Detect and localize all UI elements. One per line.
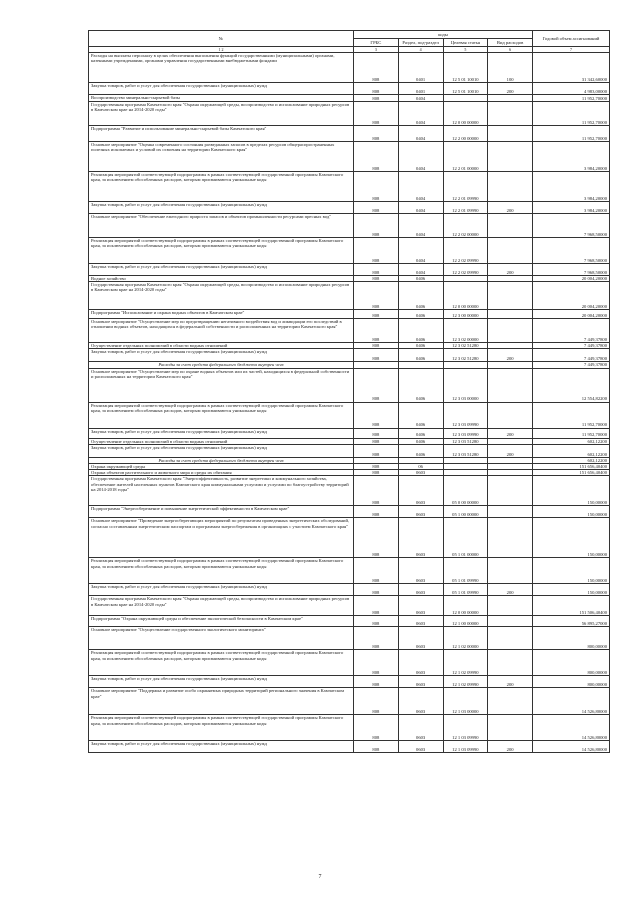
row-target-cell: 12 2 02 00000 (443, 214, 488, 238)
table-row (89, 102, 610, 126)
row-grbs-cell: 808 (354, 202, 399, 214)
row-name-cell: Осуществление отдельных полномочий в области водных отношений (89, 343, 354, 349)
row-grbs-cell: 808 (354, 676, 399, 688)
row-sum-cell: 7 449,37800 (533, 343, 610, 349)
index-cell: 3 (354, 47, 399, 53)
row-sum-cell: 11 952,70000 (533, 102, 610, 126)
table-row (89, 402, 610, 428)
row-section-cell: 0406 (398, 428, 443, 438)
table-row (89, 476, 610, 506)
row-sum-cell: 150,00000 (533, 476, 610, 506)
row-target-cell: 05 1 01 09990 (443, 558, 488, 584)
row-section-cell: 0603 (398, 506, 443, 518)
row-grbs-cell: 808 (354, 319, 399, 343)
header-expense-type: Вид расходов (488, 39, 533, 47)
row-target-cell: 12 3 03 51280 (443, 438, 488, 444)
row-grbs-cell: 808 (354, 444, 399, 457)
row-section-cell: 0406 (398, 368, 443, 402)
row-sum-cell: 3 984,20000 (533, 172, 610, 202)
row-expense-type-cell (488, 650, 533, 676)
row-section-cell: 0603 (398, 558, 443, 584)
row-name-cell: Расходы за счет средств федерального бюджета внутрен чегв (89, 362, 354, 368)
table-row (89, 676, 610, 688)
row-expense-type-cell: 200 (488, 202, 533, 214)
index-cell: 1 2 (89, 47, 354, 53)
row-sum-cell: 7 968,50000 (533, 214, 610, 238)
row-grbs-cell: 808 (354, 126, 399, 142)
row-sum-cell: 14 526,80000 (533, 688, 610, 715)
row-sum-cell: 11 952,70000 (533, 95, 610, 102)
row-expense-type-cell (488, 368, 533, 402)
row-sum-cell: 20 004,20000 (533, 282, 610, 310)
row-sum-cell: 151 506,40400 (533, 596, 610, 616)
row-name-cell: Закупка товаров, работ и услуг для обеспечения государственных (муниципальных) нужд (89, 741, 354, 753)
row-section-cell: 0404 (398, 214, 443, 238)
row-name-cell: Государственная программа Камчатского края "Охрана окружающей среды, воспроизводство и использование природных ресурсов в Камчатском крае на 2014-2020 годы" (89, 102, 354, 126)
row-section-cell: 0406 (398, 319, 443, 343)
row-sum-cell: 7 968,50000 (533, 238, 610, 264)
table-row (89, 627, 610, 650)
row-target-cell: 12 5 01 10010 (443, 53, 488, 83)
row-grbs-cell: 808 (354, 470, 399, 476)
table-row (89, 349, 610, 362)
table-row (89, 142, 610, 172)
index-cell: 4 (398, 47, 443, 53)
row-expense-type-cell (488, 172, 533, 202)
header-codes: коды (354, 31, 533, 39)
row-target-cell: 12 3 02 51280 (443, 343, 488, 349)
row-target-cell: 12 1 02 09990 (443, 650, 488, 676)
row-expense-type-cell (488, 715, 533, 741)
row-expense-type-cell (488, 616, 533, 627)
row-target-cell: 12 2 01 00000 (443, 142, 488, 172)
row-name-cell: Основное мероприятие "Оценка современного состояния разведанных запасов в пределах ресурсов общераспространенных полезных ископаемых и условий их освоения на территории Камчатского края" (89, 142, 354, 172)
row-expense-type-cell (488, 627, 533, 650)
row-name-cell: Закупка товаров, работ и услуг для обеспечения государственных (муниципальных) нужд (89, 83, 354, 95)
row-name-cell: Основное мероприятие "Осуществление мер по предотвращению негативного воздействия вод и ликвидации его последствий в отношении водных объектов, находящихся в федеральной собственности и расположенных на территории Камчатского края" (89, 319, 354, 343)
row-name-cell: Государственная программа Камчатского края "Охрана окружающей среды, воспроизводство и использование природных ресурсов в Камчатском крае на 2014-2020 годы" (89, 596, 354, 616)
row-name-cell: Реализация мероприятий соответствующей подпрограммы в рамках соответствующей государственной программы Камчатского края, за исключением обособленных расходов, которым присваиваются уникальные коды (89, 172, 354, 202)
row-sum-cell: 800,00000 (533, 650, 610, 676)
row-sum-cell: 14 526,80000 (533, 715, 610, 741)
row-section-cell: 0603 (398, 688, 443, 715)
row-name-cell: Закупка товаров, работ и услуг для обеспечения государственных (муниципальных) нужд (89, 584, 354, 596)
table-row (89, 444, 610, 457)
row-sum-cell: 7 449,37800 (533, 319, 610, 343)
row-grbs-cell: 808 (354, 142, 399, 172)
index-cell: 6 (488, 47, 533, 53)
row-section-cell: 06 (398, 464, 443, 470)
row-target-cell: 12 5 01 10010 (443, 83, 488, 95)
row-grbs-cell: 808 (354, 438, 399, 444)
row-target-cell: 12 1 02 09990 (443, 676, 488, 688)
row-section-cell: 0401 (398, 83, 443, 95)
header-row-top (89, 31, 610, 39)
row-name-cell: Основное мероприятие "Осуществление государственного экологического мониторинга" (89, 627, 354, 650)
row-sum-cell: 7 449,37800 (533, 362, 610, 368)
table-row (89, 650, 610, 676)
table-row (89, 584, 610, 596)
row-name-cell: Закупка товаров, работ и услуг для обеспечения государственных (муниципальных) нужд (89, 202, 354, 214)
table-row (89, 688, 610, 715)
table-row (89, 558, 610, 584)
row-expense-type-cell (488, 596, 533, 616)
row-target-cell: 12 3 02 51280 (443, 349, 488, 362)
row-section-cell: 0603 (398, 584, 443, 596)
row-sum-cell: 14 526,80000 (533, 741, 610, 753)
row-expense-type-cell (488, 238, 533, 264)
row-sum-cell: 150,00000 (533, 584, 610, 596)
row-grbs-cell: 808 (354, 343, 399, 349)
row-expense-type-cell: 200 (488, 741, 533, 753)
row-grbs-cell: 808 (354, 464, 399, 470)
row-grbs-cell: 808 (354, 428, 399, 438)
row-sum-cell: 7 449,37800 (533, 349, 610, 362)
row-target-cell: 12 3 03 09990 (443, 402, 488, 428)
row-name-cell: Основное мероприятие "Поддержка и развитие особо охраняемых природных территорий регионального значения в Камчатском крае" (89, 688, 354, 715)
row-expense-type-cell (488, 282, 533, 310)
row-section-cell: 0603 (398, 518, 443, 558)
row-target-cell: 12 1 03 00000 (443, 688, 488, 715)
row-name-cell: Основное мероприятие "Проведение энергосберегающих мероприятий по результатам проведенных энергетических обследований, согласно составленным энергетическим паспортам и программам энергосбережения в организациях с участием Камчатского края" (89, 518, 354, 558)
index-cell: 5 (443, 47, 488, 53)
row-sum-cell: 56 895,27000 (533, 616, 610, 627)
row-expense-type-cell (488, 95, 533, 102)
row-sum-cell: 800,00000 (533, 627, 610, 650)
row-grbs-cell: 808 (354, 558, 399, 584)
row-section-cell: 0603 (398, 741, 443, 753)
row-target-cell: 12 3 03 09990 (443, 428, 488, 438)
table-row (89, 214, 610, 238)
row-name-cell: Основное мероприятие "Обеспечение ежегодного прироста запасов и объектов промышленности ресурсами пресных вод" (89, 214, 354, 238)
table-row (89, 596, 610, 616)
header-section: Раздел, под-раздел (398, 39, 443, 47)
row-expense-type-cell: 200 (488, 676, 533, 688)
row-grbs-cell: 808 (354, 214, 399, 238)
row-section-cell: 0404 (398, 142, 443, 172)
row-grbs-cell: 808 (354, 102, 399, 126)
row-section-cell: 0406 (398, 444, 443, 457)
row-section-cell: 0603 (398, 596, 443, 616)
table-row (89, 83, 610, 95)
row-sum-cell: 151 656,40400 (533, 470, 610, 476)
row-section-cell: 0406 (398, 310, 443, 319)
row-target-cell: 12 1 03 09990 (443, 715, 488, 741)
row-name-cell: Закупка товаров, работ и услуг для обеспечения государственных (муниципальных) нужд (89, 428, 354, 438)
row-name-cell: Закупка товаров, работ и услуг для обеспечения государственных (муниципальных) нужд (89, 676, 354, 688)
row-section-cell: 0404 (398, 264, 443, 276)
row-grbs-cell: 808 (354, 584, 399, 596)
table-row (89, 126, 610, 142)
row-target-cell: 12 3 02 00000 (443, 319, 488, 343)
header-number: № (89, 31, 354, 47)
row-grbs-cell: 808 (354, 688, 399, 715)
row-name-cell: Подпрограмма "Развитие и использование минерально-сырьевой базы Камчатского края" (89, 126, 354, 142)
table-row (89, 428, 610, 438)
row-name-cell: Государственная программа Камчатского края "Энергоэффективность, развитие энергетики и коммунального хозяйства, обеспечение жителей населенных пунктов Камчатского края коммунальными услугами и услугами по благоустройству территорий на 2014-2018 годы" (89, 476, 354, 506)
row-grbs-cell: 808 (354, 83, 399, 95)
row-name-cell: Закупка товаров, работ и услуг для обеспечения государственных (муниципальных) нужд (89, 264, 354, 276)
row-sum-cell: 150,00000 (533, 558, 610, 584)
table-row (89, 616, 610, 627)
index-cell: 7 (533, 47, 610, 53)
row-section-cell: 0603 (398, 470, 443, 476)
row-sum-cell: 11 952,70000 (533, 402, 610, 428)
row-grbs-cell: 808 (354, 650, 399, 676)
row-section-cell: 0404 (398, 202, 443, 214)
row-sum-cell: 602,12200 (533, 438, 610, 444)
row-name-cell: Основное мероприятие "Осуществление мер по охране водных объектов или их частей, находящихся в федеральной собственности и расположенных на территории Камчатского края" (89, 368, 354, 402)
row-section-cell: 0406 (398, 402, 443, 428)
row-target-cell: 12 2 02 09990 (443, 264, 488, 276)
row-grbs-cell: 808 (354, 506, 399, 518)
table-row (89, 172, 610, 202)
row-sum-cell: 11 952,70000 (533, 126, 610, 142)
row-expense-type-cell (488, 102, 533, 126)
row-name-cell: Воспроизводство минерально-сырьевой базы (89, 95, 354, 102)
table-row (89, 53, 610, 83)
row-expense-type-cell (488, 558, 533, 584)
row-name-cell: Закупка товаров, работ и услуг для обеспечения государственных (муниципальных) нужд (89, 444, 354, 457)
row-target-cell: 12 2 00 00000 (443, 126, 488, 142)
row-expense-type-cell: 200 (488, 83, 533, 95)
row-expense-type-cell: 200 (488, 444, 533, 457)
row-sum-cell: 3 984,20000 (533, 202, 610, 214)
row-name-cell: Водное хозяйство (89, 276, 354, 282)
table-row (89, 319, 610, 343)
row-grbs-cell: 808 (354, 596, 399, 616)
row-section-cell: 0404 (398, 102, 443, 126)
row-name-cell: Реализация мероприятий соответствующей подпрограммы в рамках соответствующей государственной программы Камчатского края, за исключением обособленных расходов, которым присваиваются уникальные коды (89, 558, 354, 584)
row-expense-type-cell: 200 (488, 349, 533, 362)
row-expense-type-cell: 200 (488, 584, 533, 596)
row-section-cell: 0603 (398, 676, 443, 688)
row-sum-cell: 12 554,82200 (533, 368, 610, 402)
row-expense-type-cell (488, 310, 533, 319)
row-target-cell: 12 0 00 00000 (443, 596, 488, 616)
row-expense-type-cell: 200 (488, 428, 533, 438)
row-sum-cell: 151 656,40400 (533, 464, 610, 470)
row-sum-cell: 602,12200 (533, 444, 610, 457)
row-section-cell: 0404 (398, 238, 443, 264)
row-sum-cell: 4 983,00000 (533, 83, 610, 95)
row-grbs-cell: 808 (354, 402, 399, 428)
table-row (89, 368, 610, 402)
row-section-cell: 0406 (398, 438, 443, 444)
row-target-cell: 12 2 02 09990 (443, 238, 488, 264)
table-row (89, 238, 610, 264)
table-row (89, 282, 610, 310)
row-grbs-cell: 808 (354, 476, 399, 506)
row-grbs-cell: 808 (354, 616, 399, 627)
row-target-cell: 12 3 00 00000 (443, 310, 488, 319)
row-sum-cell: 20 004,20000 (533, 276, 610, 282)
table-row (89, 95, 610, 102)
row-target-cell: 12 2 01 09990 (443, 202, 488, 214)
row-target-cell: 12 0 00 00000 (443, 102, 488, 126)
row-expense-type-cell (488, 319, 533, 343)
row-grbs-cell: 808 (354, 264, 399, 276)
row-target-cell: 05 1 00 00000 (443, 506, 488, 518)
row-name-cell: Реализация мероприятий соответствующей подпрограммы в рамках соответствующей государственной программы Камчатского края, за исключением обособленных расходов, которым присваиваются уникальные коды (89, 238, 354, 264)
row-grbs-cell: 808 (354, 276, 399, 282)
row-section-cell: 0406 (398, 282, 443, 310)
row-name-cell: Расходы за счет средств федерального бюджета внутрен чегв (89, 457, 354, 463)
row-expense-type-cell: 100 (488, 53, 533, 83)
row-grbs-cell: 808 (354, 349, 399, 362)
row-target-cell (443, 95, 488, 102)
row-name-cell: Государственная программа Камчатского края "Охрана окружающей среды, воспроизводство и использование природных ресурсов в Камчатском крае на 2014-2020 годы" (89, 282, 354, 310)
row-section-cell: 0603 (398, 650, 443, 676)
table-row (89, 202, 610, 214)
table-body (89, 53, 610, 753)
row-target-cell: 05 1 01 00000 (443, 518, 488, 558)
row-expense-type-cell (488, 142, 533, 172)
row-name-cell: Закупка товаров, работ и услуг для обеспечения государственных (муниципальных) нужд (89, 349, 354, 362)
row-name-cell: Осуществление отдельных полномочий в области водных отношений (89, 438, 354, 444)
row-section-cell: 0603 (398, 715, 443, 741)
row-expense-type-cell: 200 (488, 264, 533, 276)
row-sum-cell: 602,12200 (533, 457, 610, 463)
row-section-cell: 0406 (398, 343, 443, 349)
row-sum-cell: 31 342,60000 (533, 53, 610, 83)
row-section-cell: 0406 (398, 276, 443, 282)
row-section-cell: 0401 (398, 53, 443, 83)
row-section-cell: 0603 (398, 616, 443, 627)
table-row (89, 264, 610, 276)
row-grbs-cell: 808 (354, 715, 399, 741)
row-target-cell: 12 3 03 51280 (443, 444, 488, 457)
table-row (89, 715, 610, 741)
row-grbs-cell: 808 (354, 172, 399, 202)
row-grbs-cell: 808 (354, 741, 399, 753)
header-grbs: ГРБС (354, 39, 399, 47)
table-row (89, 518, 610, 558)
row-target-cell: 12 0 00 00000 (443, 282, 488, 310)
row-name-cell: Подпрограмма "Использование и охрана водных объектов в Камчатском крае" (89, 310, 354, 319)
row-grbs-cell: 808 (354, 282, 399, 310)
row-expense-type-cell (488, 126, 533, 142)
table-row (89, 741, 610, 753)
row-section-cell: 0406 (398, 349, 443, 362)
row-target-cell: 12 1 02 00000 (443, 627, 488, 650)
row-sum-cell: 150,00000 (533, 518, 610, 558)
row-sum-cell: 3 984,20000 (533, 142, 610, 172)
row-name-cell: Реализация мероприятий соответствующей подпрограммы в рамках соответствующей государственной программы Камчатского края, за исключением обособленных расходов, которым присваиваются уникальные коды (89, 402, 354, 428)
row-grbs-cell: 808 (354, 53, 399, 83)
row-section-cell: 0603 (398, 476, 443, 506)
row-expense-type-cell (488, 688, 533, 715)
row-name-cell: Охрана окружающей среды (89, 464, 354, 470)
table-row (89, 506, 610, 518)
row-expense-type-cell (488, 214, 533, 238)
row-sum-cell: 150,00000 (533, 506, 610, 518)
row-section-cell: 0404 (398, 95, 443, 102)
row-target-cell: 12 2 01 09990 (443, 172, 488, 202)
header-sum: Годовой объем ассигнований (533, 31, 610, 47)
row-section-cell: 0404 (398, 126, 443, 142)
row-name-cell: Реализация мероприятий соответствующей подпрограммы в рамках соответствующей государственной программы Камчатского края, за исключением обособленных расходов, которым присваиваются уникальные коды (89, 650, 354, 676)
page-number: 7 (318, 874, 322, 880)
row-expense-type-cell (488, 402, 533, 428)
row-name-cell: Подпрограмма "Энергосбережение и повышение энергетической эффективности в Камчатском крае" (89, 506, 354, 518)
row-expense-type-cell (488, 506, 533, 518)
row-target-cell: 12 3 03 00000 (443, 368, 488, 402)
row-expense-type-cell (488, 476, 533, 506)
row-section-cell: 0603 (398, 627, 443, 650)
budget-table (88, 30, 610, 753)
row-expense-type-cell (488, 518, 533, 558)
row-sum-cell: 20 004,20000 (533, 310, 610, 319)
row-target-cell: 12 1 00 00000 (443, 616, 488, 627)
row-sum-cell: 7 968,50000 (533, 264, 610, 276)
row-name-cell: Реализация мероприятий соответствующей подпрограммы в рамках соответствующей государственной программы Камчатского края, за исключением обособленных расходов, которым присваиваются уникальные коды (89, 715, 354, 741)
row-grbs-cell: 808 (354, 518, 399, 558)
row-target-cell: 12 1 03 09990 (443, 741, 488, 753)
row-name-cell: Подпрограмма "Охрана окружающей среды и обеспечение экологической безопасности в Камчатском крае" (89, 616, 354, 627)
header-target-article: Целевая статья (443, 39, 488, 47)
row-name-cell: Охрана объектов растительного и животного мира и среды их обитания (89, 470, 354, 476)
table-row (89, 310, 610, 319)
row-target-cell: 05 1 01 09990 (443, 584, 488, 596)
row-grbs-cell: 808 (354, 238, 399, 264)
row-grbs-cell: 808 (354, 95, 399, 102)
row-grbs-cell: 808 (354, 368, 399, 402)
row-name-cell: Расходы на выплаты персоналу в целях обеспечения выполнения функций государственными (муниципальными) органами, казенными учреждениями, органами управления государственными внебюджетными фондами (89, 53, 354, 83)
row-target-cell: 05 0 00 00000 (443, 476, 488, 506)
row-sum-cell: 800,00000 (533, 676, 610, 688)
row-grbs-cell: 808 (354, 627, 399, 650)
row-section-cell: 0404 (398, 172, 443, 202)
row-grbs-cell: 808 (354, 310, 399, 319)
row-sum-cell: 11 952,70000 (533, 428, 610, 438)
